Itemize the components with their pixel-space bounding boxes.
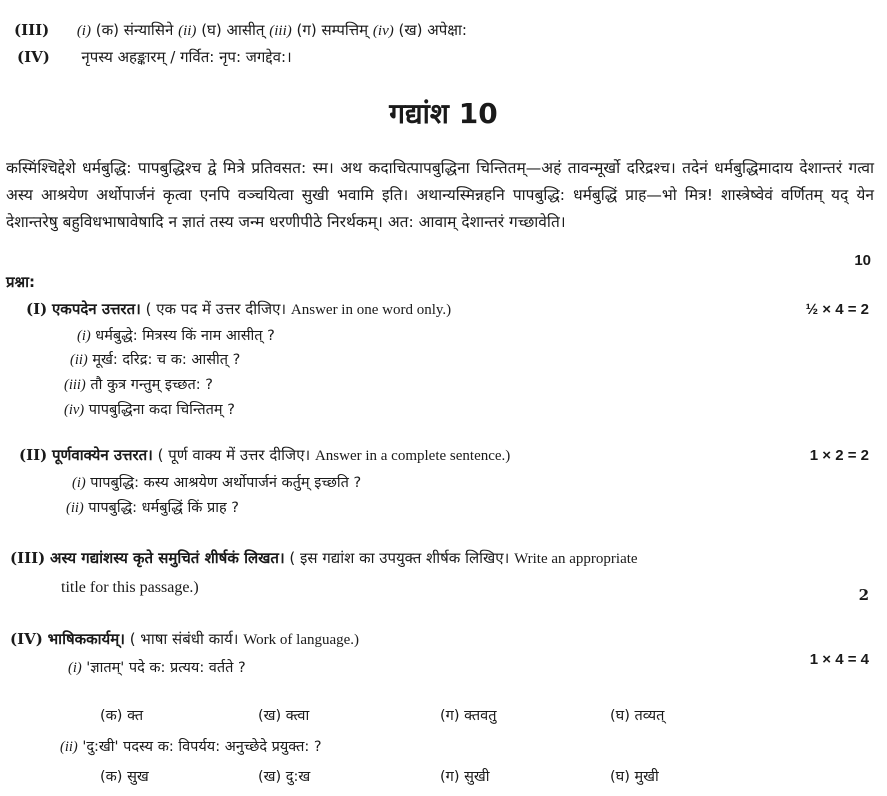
item-text: पापबुद्धि: धर्मबुद्धिं किं प्राह ? [88, 500, 239, 516]
option-kha[interactable] [258, 705, 309, 725]
item-text: पापबुद्धि: कस्य आश्रयेण अर्थोपार्जनं कर्तुम् इच्छति ? [90, 475, 362, 491]
previous-answer-iii [14, 20, 467, 40]
option-value: क्त्वा [285, 708, 310, 724]
option-key: (घ) [201, 21, 222, 39]
hindi-instruction: ( पूर्ण वाक्य में उत्तर दीजिए। [157, 446, 311, 464]
answer-label: (IV) [17, 48, 50, 66]
item-num: (i) [72, 475, 86, 491]
item-num: (ii) [70, 352, 88, 368]
previous-answer-iv [17, 47, 292, 67]
question-iv-item-2 [60, 736, 322, 756]
item-text: पापबुद्धिना कदा चिन्तितम् ? [88, 402, 235, 418]
question-label: (III) [10, 549, 46, 567]
question-instruction: अस्य गद्यांशस्य कृते समुचितं शीर्षकं लिखत। [50, 549, 285, 567]
option-ka[interactable] [100, 766, 149, 786]
question-i-item-4 [64, 399, 235, 419]
answer-text: आसीत् [226, 21, 265, 39]
option-ga[interactable] [440, 705, 496, 725]
option-key: (घ) [610, 708, 630, 724]
part-num: (iii) [269, 23, 292, 39]
option-value: सुख [127, 769, 149, 785]
option-gha[interactable] [610, 705, 664, 725]
item-num: (iv) [64, 402, 85, 418]
option-key: (क) [100, 708, 123, 724]
passage-text: कस्मिंश्चिद्देशे धर्मबुद्धि: पापबुद्धिश्च द्वे मित्रे प्रतिवसत: स्म। अथ कदाचित्पापबुद्धिना चिन्तितम्—अहं तावन्मूर्खो दरिद्रश्च। तदेनं धर्मबुद्धिमादाय देशान्तरं गत्वा अस्य आश्रयेण अर्थोपार्जनं कृत्वा एनपि वञ्चयित्वा सुखी भवामि इति। अथान्यस्मिन्नहनि पापबुद्धि: धर्मबुद्धिं प्राह—भो मित्र! शास्त्रेष्वेवं वर्णितम् यद् येन देशान्तरेषु बहुविधभाषावेषादि न ज्ञातं तस्य जन्म धरणीपीठे निरर्थकम्। अत: आवाम् देशान्तरं गच्छावेति। [6, 159, 874, 231]
english-instruction: Write an appropriate [514, 551, 638, 567]
hindi-instruction: ( इस गद्यांश का उपयुक्त शीर्षक लिखिए। [289, 549, 510, 567]
question-label: (IV) [10, 630, 43, 648]
item-num: (ii) [60, 739, 78, 755]
question-iii-heading [10, 548, 638, 568]
question-ii-marks: 1 × 2 = 2 [809, 447, 869, 464]
option-key: (ख) [258, 708, 282, 724]
part-num: (i) [76, 23, 91, 39]
question-label: (I) [26, 300, 48, 318]
english-instruction: Work of language.) [243, 632, 360, 648]
question-label: (II) [19, 446, 48, 464]
item-text: 'ज्ञातम्' पदे क: प्रत्यय: वर्तते ? [86, 660, 246, 676]
option-value: मुखी [634, 769, 659, 785]
option-key: (ग) [440, 769, 460, 785]
item-text: मूर्ख: दरिद्र: च क: आसीत् ? [92, 352, 241, 368]
question-i-item-3 [64, 374, 213, 394]
question-iii-heading-cont: title for this passage.) [61, 579, 199, 596]
answer-label: (III) [14, 21, 50, 39]
option-ga[interactable] [440, 766, 490, 786]
english-instruction: Answer in one word only.) [290, 302, 452, 318]
question-iv-heading [10, 629, 359, 649]
hindi-instruction: ( एक पद में उत्तर दीजिए। [145, 300, 287, 318]
item-num: (i) [77, 328, 91, 344]
section-title: गद्यांश 10 [389, 97, 498, 130]
option-value: सुखी [464, 769, 490, 785]
part-num: (iv) [372, 23, 394, 39]
option-key: (क) [100, 769, 123, 785]
option-value: क्त [127, 708, 144, 724]
question-ii-item-2 [66, 497, 239, 517]
question-instruction: पूर्णवाक्येन उत्तरत। [52, 446, 153, 464]
question-instruction: एकपदेन उत्तरत। [52, 300, 141, 318]
question-ii-heading [19, 445, 510, 465]
answer-text: संन्यासिने [123, 21, 174, 39]
part-num: (ii) [178, 23, 197, 39]
option-key: (ग) [296, 21, 317, 39]
answer-text: अपेक्षा: [427, 21, 467, 39]
option-value: क्तवतु [464, 708, 497, 724]
passage-marks: 10 [854, 252, 871, 269]
question-iv-marks: 1 × 4 = 4 [809, 651, 869, 668]
option-value: तव्यत् [634, 708, 665, 724]
option-gha[interactable] [610, 766, 659, 786]
question-i-heading [26, 299, 451, 319]
option-value: दु:ख [285, 769, 311, 785]
answer-text: सम्पत्तिम् [321, 21, 369, 39]
hindi-instruction: ( भाषा संबंधी कार्य। [129, 630, 239, 648]
question-iii-marks: 2 [858, 586, 869, 604]
option-key: (ख) [258, 769, 282, 785]
item-text: तौ कुत्र गन्तुम् इच्छत: ? [90, 377, 213, 393]
option-ka[interactable] [100, 705, 143, 725]
question-i-marks: ½ × 4 = 2 [805, 301, 869, 318]
question-i-item-2 [70, 349, 240, 369]
item-text: धर्मबुद्धे: मित्रस्य किं नाम आसीत् ? [95, 328, 275, 344]
questions-label: प्रश्ना: [6, 273, 36, 291]
item-num: (iii) [64, 377, 86, 393]
option-key: (घ) [610, 769, 630, 785]
answer-text: नृपस्य अहङ्कारम् / गर्वित: नृप: जगद्देव:। [81, 48, 292, 66]
item-num: (i) [68, 660, 82, 676]
option-key: (ख) [398, 21, 423, 39]
item-text: 'दु:खी' पदस्य क: विपर्यय: अनुच्छेदे प्रयुक्त: ? [82, 739, 322, 755]
question-i-item-1 [77, 325, 275, 345]
question-instruction: भाषिककार्यम्। [47, 630, 125, 648]
item-num: (ii) [66, 500, 84, 516]
english-instruction: Answer in a complete sentence.) [314, 448, 511, 464]
question-ii-item-1 [72, 472, 361, 492]
option-kha[interactable] [258, 766, 310, 786]
question-iv-item-1 [68, 657, 246, 677]
option-key: (क) [95, 21, 119, 39]
option-key: (ग) [440, 708, 460, 724]
